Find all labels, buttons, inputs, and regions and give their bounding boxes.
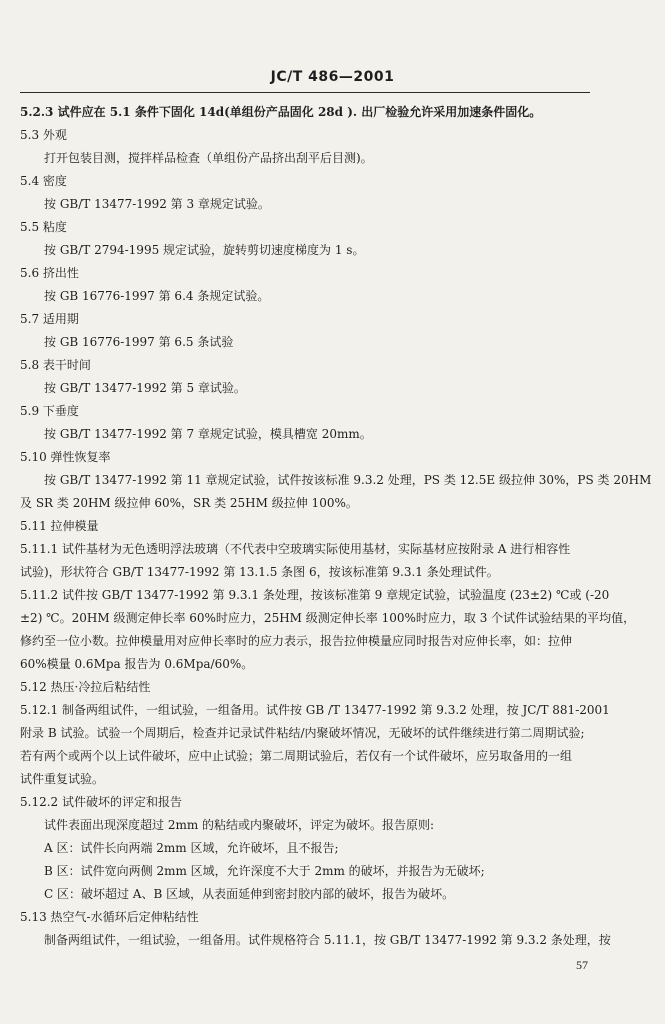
text-line: 5.9 下垂度 bbox=[20, 404, 79, 418]
text-line: 按 GB/T 2794-1995 规定试验，旋转剪切速度梯度为 1 s。 bbox=[44, 243, 365, 257]
text-line: C 区：破坏超过 A、B 区域，从表面延伸到密封胶内部的破坏，报告为破坏。 bbox=[44, 887, 455, 901]
text-line: 试件表面出现深度超过 2mm 的粘结或内聚破坏，评定为破坏。报告原则: bbox=[44, 818, 435, 832]
text-line: 若有两个或两个以上试件破坏，应中止试验；第二周期试验后，若仅有一个试件破坏，应另取备用的一组 bbox=[20, 749, 573, 763]
text-line: 按 GB/T 13477-1992 第 7 章规定试验，模具槽宽 20mm。 bbox=[44, 427, 372, 441]
standard-code-header: JC/T 486—2001 bbox=[270, 69, 395, 85]
text-line: 试验)，形状符合 GB/T 13477-1992 第 13.1.5 条图 6，按该标准第 9.3.1 条处理试件。 bbox=[20, 565, 499, 579]
text-line: 5.11.2 试件按 GB/T 13477-1992 第 9.3.1 条处理，按该标准第 9 章规定试验，试验温度 (23±2) ℃或 (-20 bbox=[20, 588, 610, 602]
text-line: 5.2.3 试件应在 5.1 条件下固化 14d(单组份产品固化 28d ). 出厂检验允许采用加速条件固化。 bbox=[20, 105, 542, 119]
text-line: 按 GB 16776-1997 第 6.5 条试验 bbox=[44, 335, 234, 349]
text-line: 5.6 挤出性 bbox=[20, 266, 79, 280]
text-line: 及 SR 类 20HM 级拉伸 60%，SR 类 25HM 级拉伸 100%。 bbox=[20, 496, 358, 510]
text-line: 5.10 弹性恢复率 bbox=[20, 450, 111, 464]
text-line: 5.12.1 制备两组试件，一组试验，一组备用。试件按 GB /T 13477-1992 第 9.3.2 处理，按 JC/T 881-2001 bbox=[20, 703, 610, 717]
text-line: 5.11 拉伸模量 bbox=[20, 519, 99, 533]
text-line: 5.8 表干时间 bbox=[20, 358, 91, 372]
text-line: 5.3 外观 bbox=[20, 128, 67, 142]
text-line: 按 GB/T 13477-1992 第 11 章规定试验，试件按该标准 9.3.2 处理，PS 类 12.5E 级拉伸 30%，PS 类 20HM bbox=[44, 473, 652, 487]
text-line: A 区：试件长向两端 2mm 区域，允许破坏，且不报告; bbox=[44, 841, 339, 855]
page-number: 57 bbox=[576, 958, 588, 972]
text-line: 试件重复试验。 bbox=[20, 772, 105, 786]
text-line: 5.12.2 试件破坏的评定和报告 bbox=[20, 795, 182, 809]
header-rule bbox=[20, 92, 590, 93]
text-line: 60%模量 0.6Mpa 报告为 0.6Mpa/60%。 bbox=[20, 657, 254, 671]
text-line: 按 GB/T 13477-1992 第 3 章规定试验。 bbox=[44, 197, 270, 211]
text-line: 5.7 适用期 bbox=[20, 312, 79, 326]
text-line: ±2) ℃。20HM 级测定伸长率 60%时应力，25HM 级测定伸长率 100%时应力，取 3 个试件试验结果的平均值， bbox=[20, 611, 636, 625]
text-line: B 区：试件宽向两侧 2mm 区域，允许深度不大于 2mm 的破坏，并报告为无破坏; bbox=[44, 864, 485, 878]
text-line: 5.12 热压·冷拉后粘结性 bbox=[20, 680, 151, 694]
text-line: 附录 B 试验。试验一个周期后，检查并记录试件粘结/内聚破坏情况，无破坏的试件继续进行第二周期试验; bbox=[20, 726, 585, 740]
text-line: 打开包装目测，搅拌样品检查（单组份产品挤出刮平后目测)。 bbox=[44, 151, 373, 165]
text-line: 5.4 密度 bbox=[20, 174, 67, 188]
text-line: 5.5 粘度 bbox=[20, 220, 67, 234]
text-line: 5.11.1 试件基材为无色透明浮法玻璃（不代表中空玻璃实际使用基材，实际基材应按附录 A 进行相容性 bbox=[20, 542, 571, 556]
text-line: 修约至一位小数。拉伸模量用对应伸长率时的应力表示，报告拉伸模量应同时报告对应伸长率，如：拉伸 bbox=[20, 634, 573, 648]
text-line: 5.13 热空气-水循环后定伸粘结性 bbox=[20, 910, 199, 924]
text-line: 按 GB 16776-1997 第 6.4 条规定试验。 bbox=[44, 289, 270, 303]
text-line: 按 GB/T 13477-1992 第 5 章试验。 bbox=[44, 381, 246, 395]
text-line: 制备两组试件，一组试验，一组备用。试件规格符合 5.11.1，按 GB/T 13477-1992 第 9.3.2 条处理，按 bbox=[44, 933, 611, 947]
